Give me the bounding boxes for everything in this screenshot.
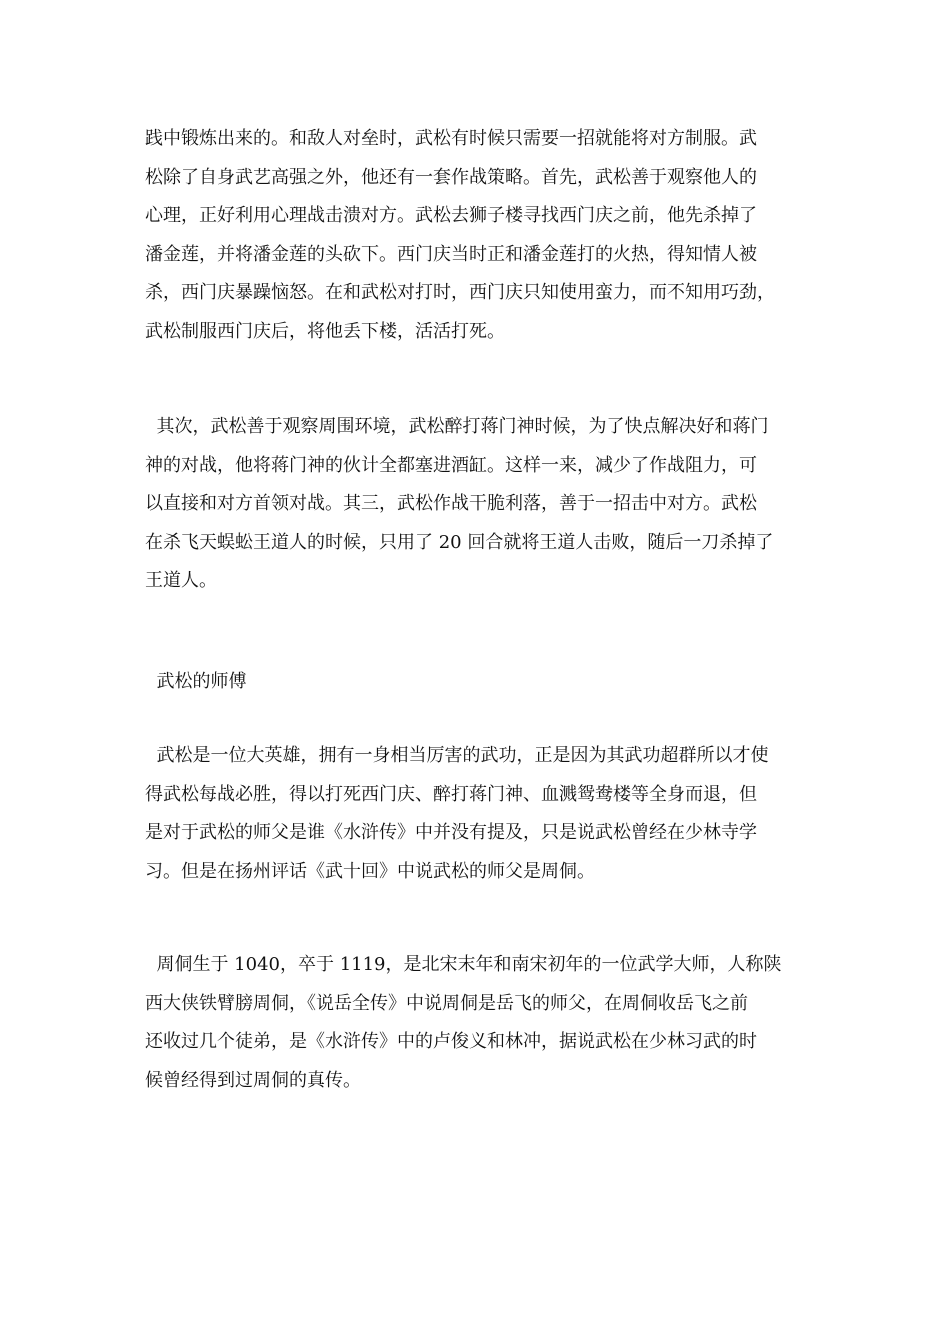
text-line: 得武松每战必胜，得以打死西门庆、醉打蒋门神、血溅鸳鸯楼等全身而退，但 xyxy=(145,783,757,805)
text-line: 潘金莲，并将潘金莲的头砍下。西门庆当时正和潘金莲打的火热，得知情人被 xyxy=(145,243,757,265)
section-heading xyxy=(145,663,810,702)
text-line: 西大侠铁臂膀周侗，《说岳全传》中说周侗是岳飞的师父，在周侗收岳飞之前 xyxy=(145,992,748,1014)
text-line: 其次，武松善于观察周围环境，武松醉打蒋门神时候，为了快点解决好和蒋门 xyxy=(145,416,769,437)
text-line: 践中锻炼出来的。和敌人对垒时，武松有时候只需要一招就能将对方制服。武 xyxy=(145,128,757,149)
paragraph-zhou-tong xyxy=(145,946,810,1100)
text-line: 松除了自身武艺高强之外，他还有一套作战策略。首先，武松善于观察他人的 xyxy=(145,166,757,188)
text-line: 武松制服西门庆后，将他丢下楼，活活打死。 xyxy=(145,320,505,342)
text-line: 以直接和对方首领对战。其三，武松作战干脆利落，善于一招击中对方。武松 xyxy=(145,493,757,514)
paragraph-wusong-tactics xyxy=(145,120,810,351)
text-line: 杀，西门庆暴躁恼怒。在和武松对打时，西门庆只知使用蛮力，而不知用巧劲， xyxy=(145,282,775,303)
text-line: 是对于武松的师父是谁《水浒传》中并没有提及，只是说武松曾经在少林寺学 xyxy=(145,822,757,843)
text-line: 武松是一位大英雄，拥有一身相当厉害的武功，正是因为其武功超群所以才使 xyxy=(145,745,769,766)
text-line: 周侗生于 1040，卒于 1119，是北宋末年和南宋初年的一位武学大师，人称陕 xyxy=(145,954,782,975)
text-line: 还收过几个徒弟，是《水浒传》中的卢俊义和林冲，据说武松在少林习武的时 xyxy=(145,1031,757,1052)
text-line: 在杀飞天蜈蚣王道人的时候，只用了 20 回合就将王道人击败，随后一刀杀掉了 xyxy=(145,531,774,553)
text-line: 王道人。 xyxy=(145,570,217,591)
text-line: 习。但是在扬州评话《武十回》中说武松的师父是周侗。 xyxy=(145,860,595,882)
text-line: 神的对战，他将蒋门神的伙计全都塞进酒缸。这样一来，减少了作战阻力，可 xyxy=(145,454,757,476)
paragraph-wusong-environment xyxy=(145,408,810,601)
section-title: 武松的师傅 xyxy=(145,671,247,692)
text-line: 候曾经得到过周侗的真传。 xyxy=(145,1069,361,1091)
text-line: 心理，正好利用心理战击溃对方。武松去狮子楼寻找西门庆之前，他先杀掉了 xyxy=(145,205,757,226)
paragraph-wusong-master xyxy=(145,737,810,891)
